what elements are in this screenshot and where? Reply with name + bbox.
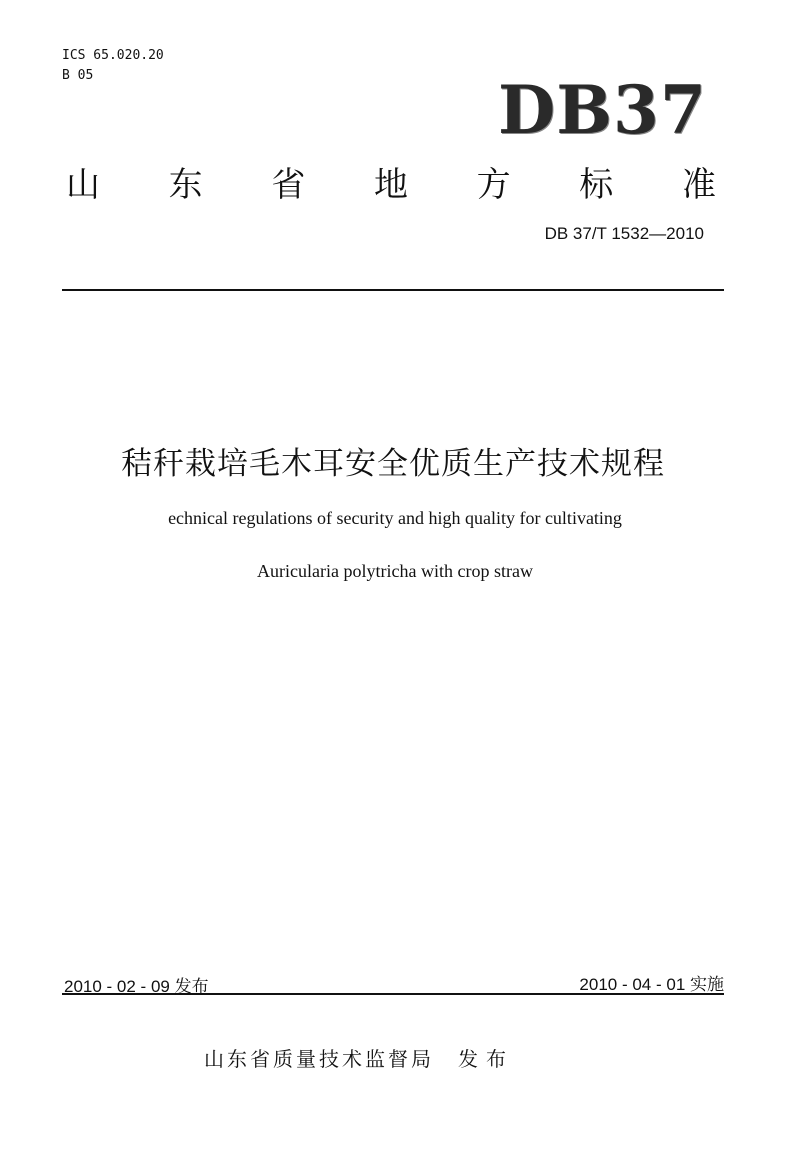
bottom-divider [62, 993, 724, 995]
publisher-action: 发布 [458, 1047, 514, 1071]
publisher-line [204, 1043, 514, 1072]
db37-logo: DB37 [498, 71, 707, 149]
document-title-zh: 秸秆栽培毛木耳安全优质生产技术规程 [121, 446, 665, 482]
classification-codes [62, 46, 164, 86]
standard-type-char: 地 [373, 165, 408, 205]
issue-date: 2010 - 02 - 09 发布 [64, 977, 209, 996]
standard-number: DB 37/T 1532—2010 [544, 224, 704, 243]
standard-type-char: 省 [271, 165, 306, 205]
standard-type-char: 东 [168, 165, 203, 205]
ics-code: ICS 65.020.20 [62, 48, 164, 63]
implementation-date: 2010 - 04 - 01 实施 [579, 975, 724, 994]
document-title-en-line2: Auricularia polytricha with crop straw [257, 561, 533, 581]
standard-type-char: 方 [476, 165, 511, 205]
standard-type-char: 准 [681, 165, 716, 205]
standard-type-char: 标 [579, 165, 614, 205]
document-title-en-line1: echnical regulations of security and high quality for cultivating [168, 508, 622, 528]
top-divider [62, 289, 724, 291]
standard-type-heading [66, 160, 716, 210]
standard-type-char: 山 [66, 165, 100, 205]
publisher-org: 山东省质量技术监督局 [204, 1047, 434, 1071]
ccs-code: B 05 [62, 68, 94, 83]
